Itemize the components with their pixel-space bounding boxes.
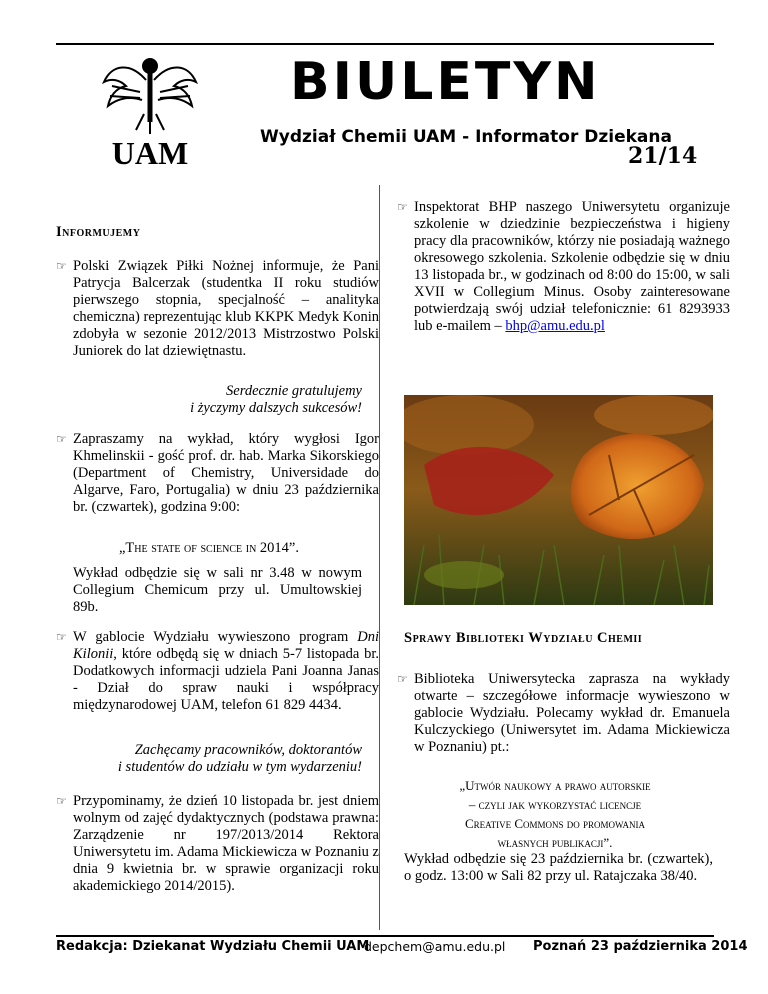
news-item-football: ☞ Polski Związek Piłki Nożnej informuje, że Pani Patrycja Balcerzak (studentka II roku studiów pierwszego stopnia, specjalność – analityka chemiczna) reprezentując klub KKPK Medyk Konin zdobyła w sezonie 2012/2013 Mistrzostwo Polski Juniorek do lat dziewiętnastu.	[56, 258, 379, 359]
pointing-hand-icon: ☞	[56, 259, 67, 273]
top-rule	[56, 43, 714, 45]
news-item-bhp: ☞ Inspektorat BHP naszego Uniwersytetu organizuje szkolenie w dziedzinie bezpieczeństwa i higieny pracy dla pracowników, którzy nie posiadają ważnego okresowego szkolenia. Szkolenie odbędzie się w dniu 13 listopada br., w godzinach od 8:00 do 15:00, w sali XVII w Collegium Minus. Osoby zainteresowane potwierdzają swój udział telefonicznie: 61 8293933 lub e-mailem – bhp@amu.edu.pl	[397, 199, 730, 334]
library-lecture-title: „Utwór naukowy a prawo autorskie – czyli jak wykorzystać licencje Creative Commons do promowania własnych publikacji”.	[459, 778, 651, 850]
pointing-hand-icon: ☞	[397, 672, 408, 686]
bhp-email-link[interactable]: bhp@amu.edu.pl	[505, 318, 605, 334]
column-divider	[379, 185, 380, 930]
bottom-rule	[56, 935, 714, 937]
footer-email[interactable]: depchem@amu.edu.pl	[364, 939, 506, 954]
news-item-lecture: ☞ Zapraszamy na wykład, który wygłosi Igor Khmelinskii - gość prof. dr. hab. Marka Sikorskiego (Department of Chemistry, Universidade do Algarve, Faro, Portugalia) w dniu 23 października br. (czwartek), godzina 9:00:	[56, 431, 379, 515]
section-heading-library: Sprawy Biblioteki Wydziału Chemii	[404, 630, 643, 646]
section-heading-informujemy: Informujemy	[56, 224, 141, 240]
footer-editor: Redakcja: Dziekanat Wydziału Chemii UAM	[56, 939, 370, 954]
footer-date: Poznań 23 października 2014	[533, 939, 748, 954]
note-encouragement: Zachęcamy pracowników, doktorantów i studentów do udziału w tym wydarzeniu!	[117, 742, 362, 775]
pointing-hand-icon: ☞	[56, 630, 67, 644]
pointing-hand-icon: ☞	[56, 794, 67, 808]
library-lecture-details: Wykład odbędzie się 23 października br. (czwartek), o godz. 13:00 w Sali 82 przy ul. Ratajczaka 38/40.	[404, 851, 713, 884]
news-item-day-off: ☞ Przypominamy, że dzień 10 listopada br. jest dniem wolnym od zajęć dydaktycznych (podstawa prawna: Zarządzenie nr 197/2013/2014 Rektora Uniwersytetu im. Adama Mickiewicza w Poznaniu z dnia 9 kwietnia br. w sprawie organizacji roku akademickiego 2014/2015).	[56, 793, 379, 894]
pointing-hand-icon: ☞	[56, 432, 67, 446]
lecture-location: Wykład odbędzie się w sali nr 3.48 w nowym Collegium Chemicum przy ul. Umultowskiej 89b.	[73, 565, 362, 615]
autumn-leaves-photo	[404, 395, 713, 605]
bulletin-title: BIULETYN	[290, 52, 601, 112]
svg-text:UAM: UAM	[111, 135, 189, 171]
note-congratulations: Serdecznie gratulujemy i życzymy dalszych sukcesów!	[190, 383, 362, 416]
news-item-kilonia: ☞ W gablocie Wydziału wywieszono program Dni Kilonii, które odbędą się w dniach 5-7 listopada br. Dodatkowych informacji udziela Pani Joanna Janas - Dział do spraw nauki i współpracy międzynarodowej UAM, telefon 61 829 4434.	[56, 629, 379, 713]
issue-number: 21/14	[628, 143, 698, 169]
pointing-hand-icon: ☞	[397, 200, 408, 214]
lecture-title: „The state of science in 2014”.	[118, 540, 299, 556]
eagle-emblem-icon	[100, 52, 200, 172]
news-item-library-lecture: ☞ Biblioteka Uniwersytecka zaprasza na wykłady otwarte – szczegółowe informacje wywieszono w gablocie Wydziału. Polecamy wykład dr. Emanuela Kulczyckiego (Uniwersytet im. Adama Mickiewicza w Poznaniu) pt.:	[397, 671, 730, 755]
bulletin-subtitle: Wydział Chemii UAM - Informator Dziekana	[260, 127, 672, 147]
